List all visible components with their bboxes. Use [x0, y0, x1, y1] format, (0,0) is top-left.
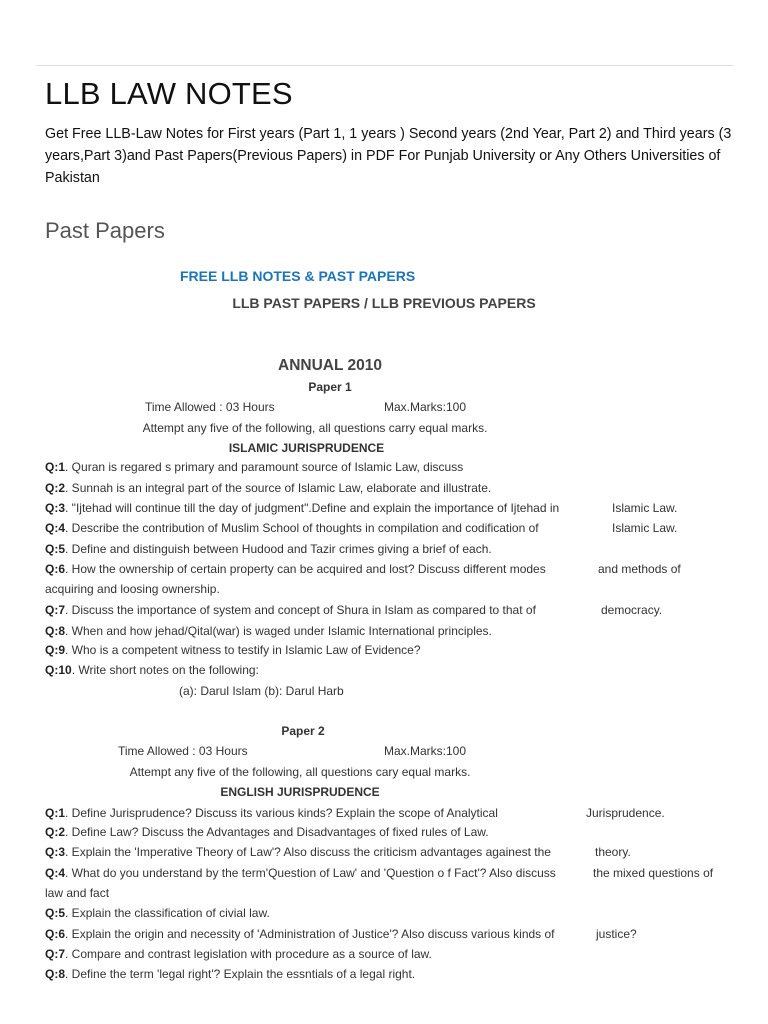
- paper1-marks: Max.Marks:100: [384, 400, 467, 414]
- paper1-time: Time Allowed : 03 Hours: [145, 400, 275, 414]
- question: Q:6. How the ownership of certain property can be acquired and lost? Discuss different modes: [45, 562, 546, 576]
- question-continuation: and methods of: [598, 562, 681, 576]
- paper1-instructions: Attempt any five of the following, all questions carry equal marks.: [142, 421, 488, 435]
- question-continuation: the mixed questions of: [593, 866, 714, 880]
- site-description: Get Free LLB-Law Notes for First years (Part 1, 1 years ) Second years (2nd Year, Part 2) and Third years (3 years,Part 3)and Past Papers(Previous Papers) in PDF For Punjab University or Any Others Universities of Pakistan: [45, 126, 732, 186]
- question: Q:8. When and how jehad/Qital(war) is waged under Islamic International principles.: [45, 624, 492, 638]
- free-notes-link[interactable]: FREE LLB NOTES & PAST PAPERS: [180, 268, 416, 284]
- question-continuation: law and fact: [45, 886, 110, 900]
- site-title[interactable]: LLB LAW NOTES: [45, 76, 293, 111]
- short-notes-items: (a): Darul Islam (b): Darul Harb: [179, 684, 344, 698]
- paper1-title: Paper 1: [308, 380, 352, 394]
- question: Q:9. Who is a competent witness to testify in Islamic Law of Evidence?: [45, 643, 421, 657]
- paper2-time: Time Allowed : 03 Hours: [118, 744, 248, 758]
- question: Q:5. Define and distinguish between Hudood and Tazir crimes giving a brief of each.: [45, 542, 492, 556]
- annual-heading: ANNUAL 2010: [278, 357, 382, 374]
- header-divider: [36, 65, 733, 66]
- paper2-instructions: Attempt any five of the following, all questions cary equal marks.: [129, 765, 471, 779]
- paper2-marks: Max.Marks:100: [384, 744, 467, 758]
- question: Q:7. Discuss the importance of system and concept of Shura in Islam as compared to that of: [45, 603, 536, 617]
- question: Q:8. Define the term 'legal right'? Explain the essntials of a legal right.: [45, 967, 416, 981]
- question: Q:5. Explain the classification of civial law.: [45, 906, 270, 920]
- page-title: Past Papers: [45, 218, 165, 243]
- question: Q:10. Write short notes on the following:: [45, 663, 259, 677]
- question: Q:1. Define Jurisprudence? Discuss its various kinds? Explain the scope of Analytical: [45, 806, 498, 820]
- paper2-subject: ENGLISH JURISPRUDENCE: [220, 785, 380, 799]
- past-papers-heading: LLB PAST PAPERS / LLB PREVIOUS PAPERS: [232, 295, 536, 311]
- question: Q:7. Compare and contrast legislation with procedure as a source of law.: [45, 947, 432, 961]
- question: Q:3. "Ijtehad will continue till the day of judgment".Define and explain the importance of Ijtehad in: [45, 501, 560, 515]
- question-continuation: Islamic Law.: [612, 521, 678, 535]
- question: Q:4. Describe the contribution of Muslim School of thoughts in compilation and codification of: [45, 521, 539, 535]
- question-continuation: Islamic Law.: [612, 501, 678, 515]
- question-continuation: justice?: [596, 927, 637, 941]
- question-continuation: Jurisprudence.: [586, 806, 665, 820]
- paper2-title: Paper 2: [281, 724, 325, 738]
- question-continuation: theory.: [595, 845, 631, 859]
- paper1-subject: ISLAMIC JURISPRUDENCE: [228, 441, 385, 455]
- question: Q:3. Explain the 'Imperative Theory of Law'? Also discuss the criticism advantages againest the: [45, 845, 551, 859]
- question: Q:2. Define Law? Discuss the Advantages and Disadvantages of fixed rules of Law.: [45, 825, 489, 839]
- question: Q:6. Explain the origin and necessity of 'Administration of Justice'? Also discuss various kinds of: [45, 927, 555, 941]
- question: Q:2. Sunnah is an integral part of the source of Islamic Law, elaborate and illustrate.: [45, 481, 492, 495]
- question: Q:4. What do you understand by the term'Question of Law' and 'Question o f Fact'? Also discuss: [45, 866, 556, 880]
- question-continuation: acquiring and loosing ownership.: [45, 582, 220, 596]
- question: Q:1. Quran is regared s primary and paramount source of Islamic Law, discuss: [45, 460, 464, 474]
- question-continuation: democracy.: [601, 603, 663, 617]
